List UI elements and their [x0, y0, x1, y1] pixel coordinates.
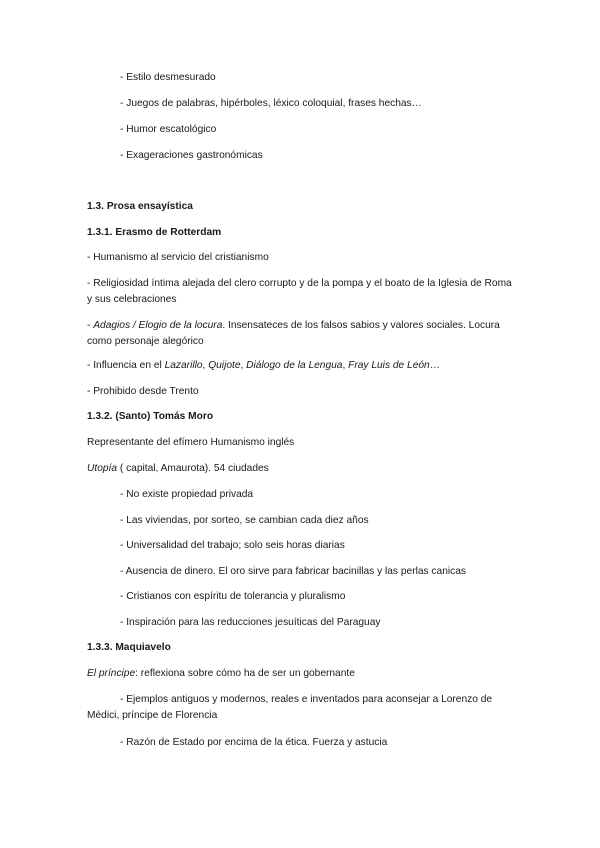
section-heading-1-3-2: 1.3.2. (Santo) Tomás Moro: [87, 411, 214, 422]
work-title: El príncipe: [87, 668, 136, 679]
list-item: - Estilo desmesurado: [120, 72, 216, 83]
paragraph: [87, 318, 517, 349]
work-title: Adagios / Elogio de la locura: [93, 320, 223, 331]
work-title: Lazarillo: [164, 360, 203, 371]
work-title: Diálogo de la Lengua: [246, 360, 343, 371]
list-item: - Inspiración para las reducciones jesuíticas del Paraguay: [120, 617, 381, 628]
list-item: - Las viviendas, por sorteo, se cambian cada diez años: [120, 515, 369, 526]
text: . Insensateces de los falsos sabios y valores sociales. Locura como personaje alegórico: [87, 320, 500, 347]
text: …: [429, 360, 440, 371]
list-item: - Ausencia de dinero. El oro sirve para fabricar bacinillas y las perlas canicas: [120, 566, 466, 577]
list-item: - Exageraciones gastronómicas: [120, 150, 263, 161]
paragraph: [87, 462, 269, 476]
text: ,: [240, 360, 247, 371]
section-heading-1-3: 1.3. Prosa ensayística: [87, 201, 193, 212]
work-title: Quijote: [208, 360, 241, 371]
work-title: Utopía: [87, 463, 118, 474]
section-heading-1-3-3: 1.3.3. Maquiavelo: [87, 642, 171, 653]
list-item: - Humor escatológico: [120, 124, 217, 135]
list-item: - Universalidad del trabajo; solo seis horas diarias: [120, 540, 345, 551]
text: -: [87, 320, 94, 331]
list-item: - No existe propiedad privada: [120, 489, 254, 500]
text: ,: [202, 360, 209, 371]
paragraph: - Religiosidad íntima alejada del clero corrupto y de la pompa y el boato de la Iglesia de Roma y sus celebraciones: [87, 278, 512, 305]
text: : reflexiona sobre cómo ha de ser un gobernante: [135, 668, 355, 679]
work-title: Fray Luis de León: [348, 360, 430, 371]
paragraph: [87, 359, 440, 373]
list-item: - Razón de Estado por encima de la ética. Fuerza y astucia: [120, 737, 388, 748]
section-heading-1-3-1: 1.3.1. Erasmo de Rotterdam: [87, 227, 222, 238]
list-item: - Juegos de palabras, hipérboles, léxico coloquial, frases hechas…: [120, 98, 422, 109]
paragraph: - Prohibido desde Trento: [87, 386, 199, 397]
paragraph: [87, 667, 355, 681]
paragraph: - Humanismo al servicio del cristianismo: [87, 252, 269, 263]
text: ,: [342, 360, 349, 371]
list-item: - Ejemplos antiguos y modernos, reales e inventados para aconsejar a Lorenzo de: [120, 694, 493, 705]
text: ( capital, Amaurota). 54 ciudades: [117, 463, 269, 474]
list-item-continuation: Médici, príncipe de Florencia: [87, 710, 218, 721]
list-item: - Cristianos con espíritu de tolerancia y pluralismo: [120, 591, 346, 602]
paragraph: Representante del efímero Humanismo inglés: [87, 437, 295, 448]
text: - Influencia en el: [87, 360, 165, 371]
